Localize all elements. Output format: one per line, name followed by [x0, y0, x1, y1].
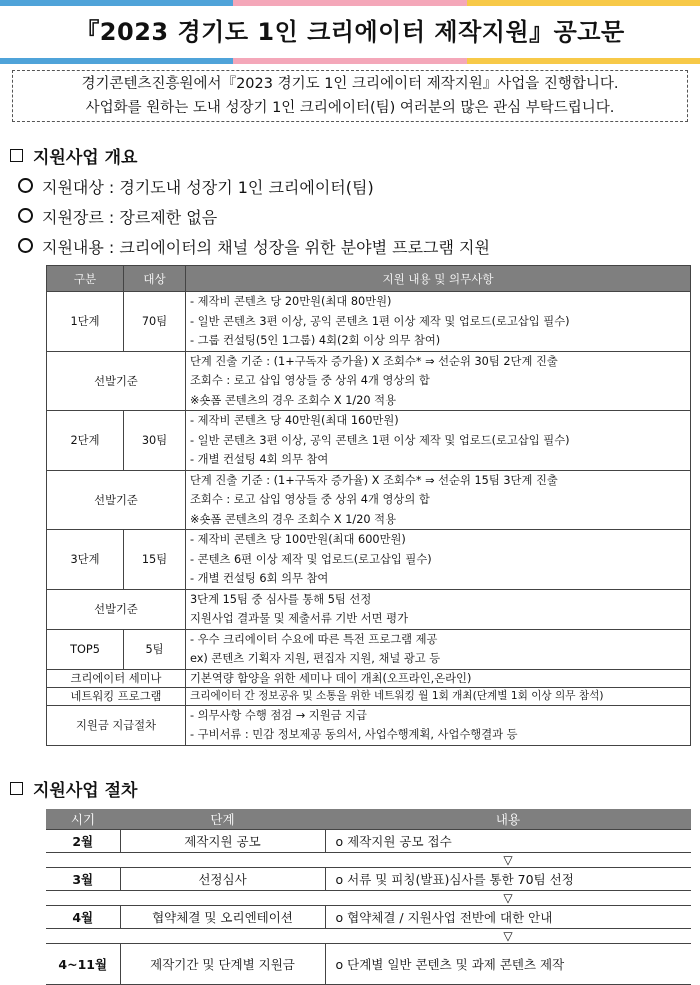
- stage-label: 3단계: [47, 530, 124, 590]
- table-row-stage2: [47, 411, 691, 471]
- bullet-text: 지원대상 : 경기도내 성장기 1인 크리에이터(팀): [42, 178, 374, 197]
- detail-line: - 의무사항 수행 점검 → 지원금 지급: [190, 708, 367, 722]
- bottom-bar-blue: [0, 58, 233, 64]
- program-label: 지원금 지급절차: [47, 705, 186, 745]
- detail-line: ※숏폼 콘텐츠의 경우 조회수 X 1/20 적용: [190, 512, 396, 526]
- detail-line: - 콘텐츠 6편 이상 제작 및 업로드(로고삽입 필수): [190, 552, 432, 566]
- section-title: 지원사업 절차: [33, 781, 138, 801]
- procedure-table: [46, 809, 691, 985]
- bullet-target: [18, 175, 374, 198]
- stage-detail: [186, 292, 691, 352]
- stage-target: 70팀: [124, 292, 186, 352]
- program-label: 네트워킹 프로그램: [47, 687, 186, 705]
- page-title: 『2023 경기도 1인 크리에이터 제작지원』공고문: [75, 18, 625, 46]
- title-underline-bar: [0, 58, 700, 64]
- detail-line: - 그룹 컨설팅(5인 1그룹) 4회(2회 이상 의무 참여): [190, 334, 441, 347]
- header-cell: 대상: [124, 266, 186, 292]
- detail-line: - 우수 크리에이터 수요에 따른 특전 프로그램 제공: [190, 632, 438, 646]
- table-row-seminar: [47, 669, 691, 687]
- circle-bullet-icon: [18, 238, 33, 253]
- select-label: 선발기준: [47, 470, 186, 530]
- table-row-select3: [47, 589, 691, 629]
- detail-line: 조회수 : 로고 삽입 영상들 중 상위 4개 영상의 합: [190, 374, 430, 387]
- program-label: 크리에이터 세미나: [47, 669, 186, 687]
- program-detail: [186, 687, 691, 705]
- procedure-period: 4~11월: [46, 944, 120, 985]
- stage-detail: [186, 629, 691, 669]
- procedure-content: o 제작지원 공모 접수: [325, 830, 691, 853]
- section-heading-procedure: [10, 776, 137, 801]
- detail-line: ※숏폼 콘텐츠의 경우 조회수 X 1/20 적용: [190, 393, 396, 407]
- detail-line: - 제작비 콘텐츠 당 40만원(최대 160만원): [190, 414, 399, 427]
- program-detail: [186, 705, 691, 745]
- header-cell: 시기: [46, 809, 120, 830]
- procedure-row: [46, 830, 691, 853]
- procedure-row: [46, 868, 691, 891]
- bottom-bar-yellow: [467, 58, 700, 64]
- procedure-content: o 서류 및 피칭(발표)심사를 통한 70팀 선정: [325, 868, 691, 891]
- program-detail: [186, 669, 691, 687]
- checkbox-square-icon: [10, 782, 23, 795]
- detail-line: 지원사업 결과물 및 제출서류 기반 서면 평가: [190, 612, 408, 625]
- procedure-stage: 제작지원 공모: [120, 830, 325, 853]
- header-cell: 구분: [47, 266, 124, 292]
- select-detail: [186, 351, 691, 411]
- section-heading-overview: [10, 143, 137, 168]
- procedure-arrow-row: [46, 929, 691, 944]
- down-triangle-icon: ▽: [503, 929, 513, 943]
- procedure-period: 2월: [46, 830, 120, 853]
- bullet-content: [18, 235, 490, 258]
- procedure-arrow-row: [46, 853, 691, 868]
- procedure-period: 3월: [46, 868, 120, 891]
- stage-label: 1단계: [47, 292, 124, 352]
- detail-line: 3단계 15팀 중 심사를 통해 5팀 선정: [190, 592, 372, 606]
- circle-bullet-icon: [18, 178, 33, 193]
- detail-line: ex) 콘텐츠 기획자 지원, 편집자 지원, 채널 광고 등: [190, 652, 441, 665]
- detail-line: 기본역량 함양을 위한 세미나 데이 개최(오프라인,온라인): [190, 671, 472, 685]
- support-table: [46, 265, 691, 746]
- table-row-top5: [47, 629, 691, 669]
- table-row-stage3: [47, 530, 691, 590]
- bullet-genre: [18, 205, 217, 228]
- header-cell: 내용: [325, 809, 691, 830]
- header-cell: 지원 내용 및 의무사항: [186, 266, 691, 292]
- table-row-payment: [47, 705, 691, 745]
- stage-label: TOP5: [47, 629, 124, 669]
- detail-line: - 제작비 콘텐츠 당 100만원(최대 600만원): [190, 533, 406, 546]
- select-label: 선발기준: [47, 589, 186, 629]
- detail-line: 크리에이터 간 정보공유 및 소통을 위한 네트워킹 월 1회 개최(단계별 1회 이상 의무 참석): [190, 689, 604, 702]
- down-triangle-icon: ▽: [503, 891, 513, 905]
- detail-line: - 개별 컨설팅 4회 의무 참여: [190, 453, 329, 466]
- checkbox-square-icon: [10, 149, 23, 162]
- detail-line: 조회수 : 로고 삽입 영상들 중 상위 4개 영상의 합: [190, 493, 430, 506]
- select-detail: [186, 589, 691, 629]
- circle-bullet-icon: [18, 208, 33, 223]
- top-bar-blue: [0, 0, 233, 6]
- table-row-stage1: [47, 292, 691, 352]
- detail-line: 단계 진출 기준 : (1+구독자 증가율) X 조회수* ⇒ 선순위 30팀 2단계 진출: [190, 354, 558, 368]
- procedure-content: o 단계별 일반 콘텐츠 및 과제 콘텐츠 제작: [325, 944, 691, 985]
- top-color-bar: [0, 0, 700, 6]
- detail-line: - 구비서류 : 민감 정보제공 동의서, 사업수행계획, 사업수행결과 등: [190, 728, 518, 741]
- section-title: 지원사업 개요: [33, 148, 138, 168]
- stage-target: 30팀: [124, 411, 186, 471]
- procedure-stage: 협약체결 및 오리엔테이션: [120, 906, 325, 929]
- procedure-content: o 협약체결 / 지원사업 전반에 대한 안내: [325, 906, 691, 929]
- detail-line: - 제작비 콘텐츠 당 20만원(최대 80만원): [190, 295, 392, 308]
- table-header-row: [47, 266, 691, 292]
- table-row-select1: [47, 351, 691, 411]
- stage-target: 15팀: [124, 530, 186, 590]
- procedure-row: [46, 944, 691, 985]
- bullet-text: 지원장르 : 장르제한 없음: [42, 208, 218, 227]
- stage-detail: [186, 411, 691, 471]
- procedure-period: 4월: [46, 906, 120, 929]
- header-cell: 단계: [120, 809, 325, 830]
- intro-line: 사업화를 원하는 도내 성장기 1인 크리에이터(팀) 여러분의 많은 관심 부탁드립니다.: [85, 100, 615, 116]
- procedure-stage: 제작기간 및 단계별 지원금: [120, 944, 325, 985]
- bullet-text: 지원내용 : 크리에이터의 채널 성장을 위한 분야별 프로그램 지원: [42, 238, 490, 257]
- select-label: 선발기준: [47, 351, 186, 411]
- detail-line: - 일반 콘텐츠 3편 이상, 공익 콘텐츠 1편 이상 제작 및 업로드(로고삽입 필수): [190, 314, 570, 328]
- table-row-select2: [47, 470, 691, 530]
- select-detail: [186, 470, 691, 530]
- top-bar-yellow: [467, 0, 700, 6]
- top-bar-pink: [233, 0, 466, 6]
- table-row-network: [47, 687, 691, 705]
- stage-detail: [186, 530, 691, 590]
- procedure-stage: 선정심사: [120, 868, 325, 891]
- intro-box: [12, 70, 688, 122]
- detail-line: 단계 진출 기준 : (1+구독자 증가율) X 조회수* ⇒ 선순위 15팀 3단계 진출: [190, 473, 558, 487]
- procedure-header-row: [46, 809, 691, 830]
- bottom-bar-pink: [233, 58, 466, 64]
- down-triangle-icon: ▽: [503, 853, 513, 867]
- procedure-row: [46, 906, 691, 929]
- stage-label: 2단계: [47, 411, 124, 471]
- stage-target: 5팀: [124, 629, 186, 669]
- detail-line: - 일반 콘텐츠 3편 이상, 공익 콘텐츠 1편 이상 제작 및 업로드(로고삽입 필수): [190, 433, 570, 447]
- intro-line: 경기콘텐츠진흥원에서『2023 경기도 1인 크리에이터 제작지원』사업을 진행합니다.: [81, 76, 619, 92]
- detail-line: - 개별 컨설팅 6회 의무 참여: [190, 572, 329, 585]
- procedure-arrow-row: [46, 891, 691, 906]
